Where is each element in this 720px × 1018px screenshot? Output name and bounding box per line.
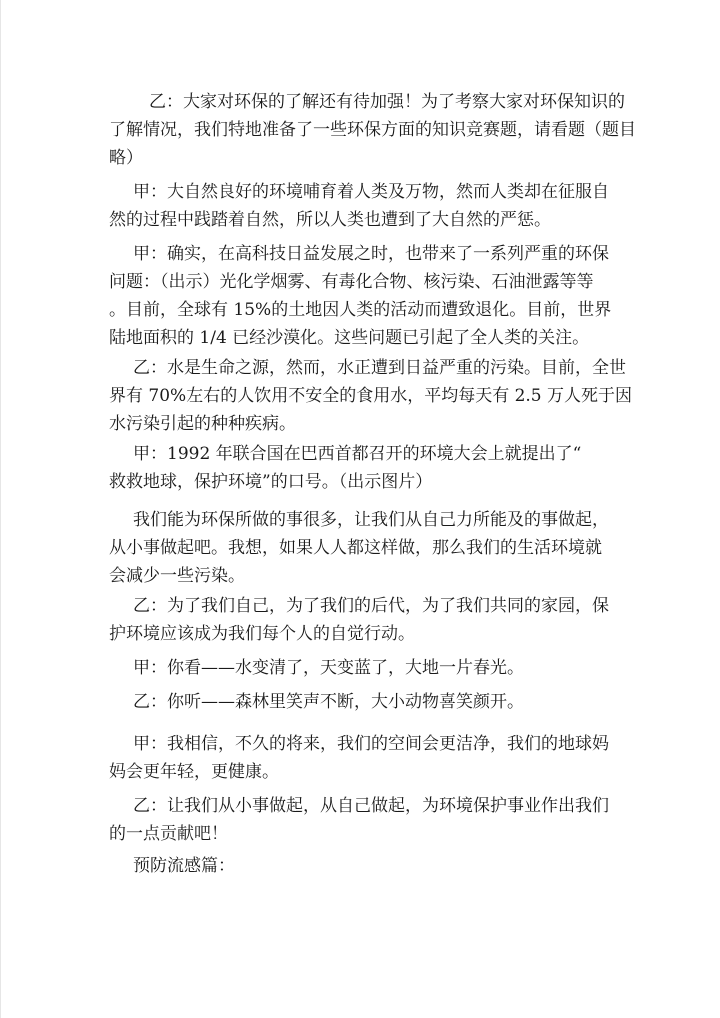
paragraph-line: 从小事做起吧。我想，如果人人都这样做，那么我们的生活环境就 <box>109 538 602 558</box>
paragraph-line: 乙：为了我们自己，为了我们的后代，为了我们共同的家园，保 <box>133 596 609 616</box>
paragraph-line: 甲：1992 年联合国在巴西首都召开的环境大会上就提出了“ <box>133 444 582 464</box>
paragraph-6 <box>109 506 609 590</box>
paragraph-line: 界有 70%左右的人饮用不安全的食用水，平均每天有 2.5 万人死于因 <box>109 386 633 406</box>
paragraph-4 <box>109 354 633 438</box>
paragraph-12 <box>109 852 609 880</box>
paragraph-line: 乙：让我们从小事做起，从自己做起，为环境保护事业作出我们 <box>133 796 609 816</box>
paragraph-2 <box>109 178 609 234</box>
paragraph-line: 水污染引起的种种疾病。 <box>109 414 296 434</box>
paragraph-line: 护环境应该成为我们每个人的自觉行动。 <box>109 624 415 644</box>
paragraph-line: 。目前，全球有 15%的土地因人类的活动而遭致退化。目前，世界 <box>109 300 612 320</box>
paragraph-line: 甲：大自然良好的环境哺育着人类及万物，然而人类却在征服自 <box>133 182 609 202</box>
paragraph-7 <box>109 592 609 648</box>
paragraph-line: 救救地球，保护环境”的口号。（出示图片） <box>109 472 433 492</box>
paragraph-line: 预防流感篇： <box>133 856 235 876</box>
paragraph-line: 陆地面积的 1/4 已经沙漠化。这些问题已引起了全人类的关注。 <box>109 328 590 348</box>
paragraph-11 <box>109 792 609 848</box>
paragraph-line: 乙：你听——森林里笑声不断，大小动物喜笑颜开。 <box>133 692 524 712</box>
paragraph-10 <box>109 730 609 786</box>
paragraph-line: 甲：你看——水变清了，天变蓝了，大地一片春光。 <box>133 658 524 678</box>
paragraph-9 <box>109 688 609 716</box>
paragraph-line: 甲：确实，在高科技日益发展之时，也带来了一系列严重的环保 <box>133 244 609 264</box>
paragraph-line: 我们能为环保所做的事很多，让我们从自己力所能及的事做起， <box>133 510 609 530</box>
paragraph-line: 乙：水是生命之源，然而，水正遭到日益严重的污染。目前，全世 <box>133 358 626 378</box>
paragraph-line: 略） <box>109 148 143 168</box>
paragraph-line: 甲：我相信，不久的将来，我们的空间会更洁净，我们的地球妈 <box>133 734 609 754</box>
paragraph-line: 会减少一些污染。 <box>109 566 245 586</box>
paragraph-3 <box>109 240 612 352</box>
paragraph-line: 妈会更年轻，更健康。 <box>109 762 279 782</box>
paragraph-line: 然的过程中践踏着自然，所以人类也遭到了大自然的严惩。 <box>109 210 551 230</box>
paragraph-line: 了解情况，我们特地准备了一些环保方面的知识竞赛题，请看题（题目 <box>109 120 636 140</box>
paragraph-5 <box>109 440 609 496</box>
paragraph-line: 乙：大家对环保的了解还有待加强！为了考察大家对环保知识的 <box>149 92 625 112</box>
paragraph-line: 问题：（出示）光化学烟雾、有毒化合物、核污染、石油泄露等等 <box>109 272 594 292</box>
paragraph-8 <box>109 654 609 682</box>
paragraph-1 <box>109 88 636 172</box>
paragraph-line: 的一点贡献吧！ <box>109 824 228 844</box>
